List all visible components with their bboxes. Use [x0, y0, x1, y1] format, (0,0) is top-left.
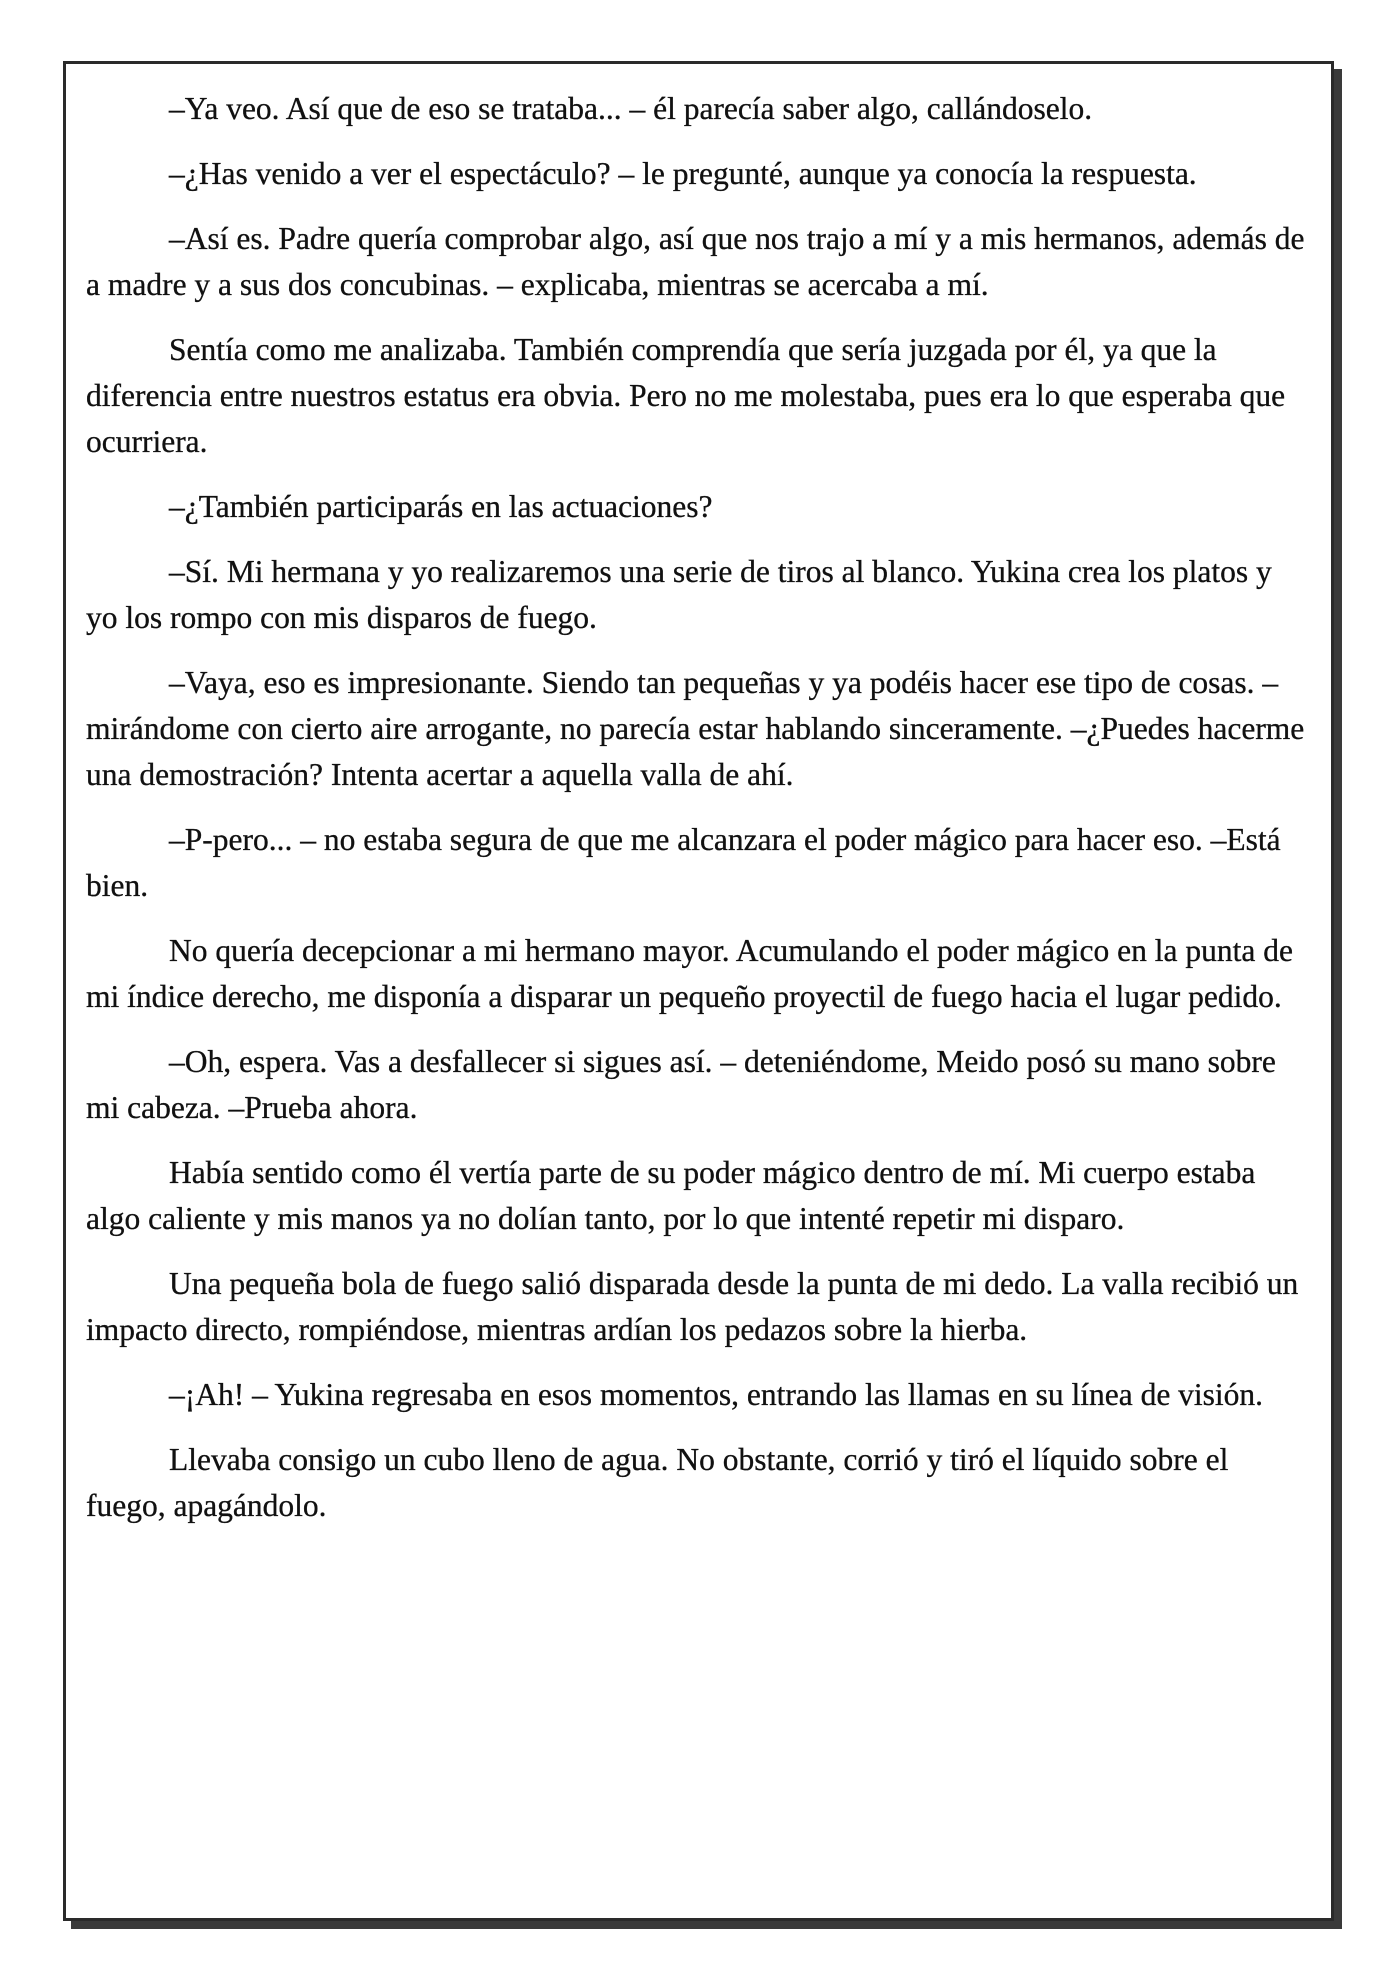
- paragraph: –Así es. Padre quería comprobar algo, así que nos trajo a mí y a mis hermanos, además de a madre y a sus dos concubinas. – explicaba, mientras se acercaba a mí.: [86, 221, 1305, 302]
- paragraph: Una pequeña bola de fuego salió disparada desde la punta de mi dedo. La valla recibió un impacto directo, rompiéndose, mientras ardían los pedazos sobre la hierba.: [86, 1266, 1299, 1347]
- paragraph: Había sentido como él vertía parte de su poder mágico dentro de mí. Mi cuerpo estaba algo caliente y mis manos ya no dolían tanto, por lo que intenté repetir mi disparo.: [86, 1155, 1256, 1236]
- paragraph: –Vaya, eso es impresionante. Siendo tan pequeñas y ya podéis hacer ese tipo de cosas. – mirándome con cierto aire arrogante, no parecía estar hablando sinceramente. –¿Puedes hacerme una demostración? Intenta acertar a aquella valla de ahí.: [86, 665, 1305, 792]
- paragraph: –Oh, espera. Vas a desfallecer si sigues así. – deteniéndome, Meido posó su mano sobre mi cabeza. –Prueba ahora.: [86, 1044, 1276, 1125]
- paragraph: Sentía como me analizaba. También comprendía que sería juzgada por él, ya que la diferencia entre nuestros estatus era obvia. Pero no me molestaba, pues era lo que esperaba que ocurriera.: [86, 332, 1286, 459]
- paragraph: –P-pero... – no estaba segura de que me alcanzara el poder mágico para hacer eso. –Está bien.: [86, 822, 1281, 903]
- paragraph: No quería decepcionar a mi hermano mayor. Acumulando el poder mágico en la punta de mi índice derecho, me disponía a disparar un pequeño proyectil de fuego hacia el lugar pedido.: [86, 933, 1293, 1014]
- paragraph: –Ya veo. Así que de eso se trataba... – él parecía saber algo, callándoselo.: [169, 91, 1093, 126]
- paragraph: Llevaba consigo un cubo lleno de agua. No obstante, corrió y tiró el líquido sobre el fuego, apagándolo.: [86, 1442, 1229, 1523]
- page-frame: [63, 61, 1334, 1921]
- paragraph: –Sí. Mi hermana y yo realizaremos una serie de tiros al blanco. Yukina crea los platos y yo los rompo con mis disparos de fuego.: [86, 554, 1272, 635]
- page-text: [86, 86, 1307, 1548]
- paragraph: –¿Has venido a ver el espectáculo? – le pregunté, aunque ya conocía la respuesta.: [169, 156, 1197, 191]
- paragraph: –¡Ah! – Yukina regresaba en esos momentos, entrando las llamas en su línea de visión.: [169, 1377, 1264, 1412]
- paragraph: –¿También participarás en las actuaciones?: [169, 489, 713, 524]
